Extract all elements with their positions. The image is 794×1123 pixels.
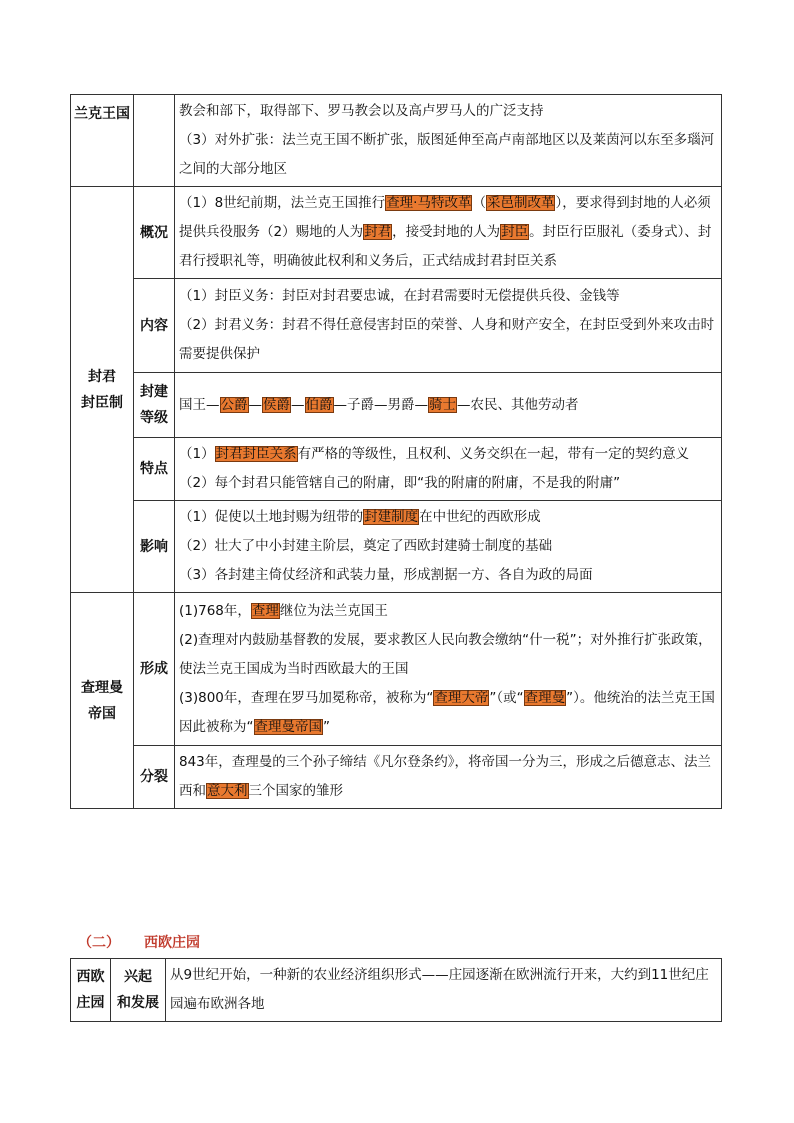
rank-line [179, 391, 717, 420]
text: （1） [179, 446, 215, 462]
sub-content: 内容 [134, 279, 175, 373]
sub-formation: 形成 [134, 593, 175, 746]
label-fengjun-b: 封臣制 [81, 394, 123, 411]
text: ），要求得到封地的人必须提供兵役服务（2）赐地的人为 [179, 195, 711, 240]
overview-content [175, 187, 722, 279]
highlight-term: 封建制度 [364, 509, 419, 525]
highlight-term: 查理曼 [524, 689, 566, 706]
label-fengjun [71, 187, 134, 593]
highlight-term: 查理 [251, 602, 279, 619]
feature-p1 [179, 440, 717, 469]
highlight-term: 查理·马特改革 [386, 195, 472, 211]
row-rank [71, 373, 722, 438]
impact-p1 [179, 503, 717, 532]
text: — [248, 396, 262, 413]
feature-content [175, 438, 722, 501]
rank-content [175, 373, 722, 438]
row-impact [71, 501, 722, 593]
label-charlemagne-b: 帝国 [88, 705, 116, 722]
sub-rank [134, 373, 175, 438]
sub-rank-a: 封建 [140, 384, 168, 400]
sub-overview: 概况 [134, 187, 175, 279]
sub-rise-b: 和发展 [117, 995, 159, 1011]
frank-content [175, 95, 722, 187]
text: （ [472, 195, 486, 211]
section-heading: 西欧庄园 [144, 935, 200, 951]
text: 843年，查理曼的三个孙子缔结《凡尔登条约》，将帝国一分为三，形成之后德意志、法兰西和 [179, 754, 712, 799]
split-p1 [179, 748, 717, 806]
highlight-term: 查理大帝 [434, 689, 489, 706]
manor-table [70, 958, 722, 1022]
highlight-term: 查理曼帝国 [254, 718, 322, 735]
frank-line1: 教会和部下，取得部下、罗马教会以及高卢罗马人的广泛支持 [179, 103, 544, 119]
label-manor-a: 西欧 [76, 969, 105, 985]
highlight-term: 公爵 [220, 396, 248, 413]
row-frank [71, 95, 722, 187]
formation-p1 [179, 597, 717, 626]
row-manor [71, 959, 722, 1022]
text: （1）8世纪前期，法兰克王国推行 [179, 195, 386, 211]
sub-impact: 影响 [134, 501, 175, 593]
text: 。封臣行臣服礼（委身式）、封君行授职礼等，明确彼此权利和义务后，正式结成封君封臣关系 [179, 224, 712, 269]
text: ”（或“ [489, 689, 524, 706]
text: —农民、其他劳动者 [457, 396, 579, 413]
text: — [291, 396, 305, 413]
row-overview [71, 187, 722, 279]
label-manor-b: 庄园 [76, 995, 105, 1011]
label-charlemagne [71, 593, 134, 809]
text: 国王— [179, 396, 220, 413]
main-table [70, 94, 722, 809]
text: 三个国家的雏形 [248, 783, 343, 799]
feature-p2: （2）每个封君只能管辖自己的附庸，即“我的附庸的附庸，不是我的附庸” [179, 475, 621, 491]
highlight-term: 封君 [364, 224, 392, 240]
formation-p2: (2)查理对内鼓励基督教的发展，要求教区人民向教会缴纳“什一税”；对外推行扩张政策，使法兰克王国成为当时西欧最大的王国 [179, 631, 712, 677]
text: ” [323, 718, 330, 735]
formation-content [175, 593, 722, 746]
text: (1)768年， [179, 602, 251, 619]
content-p2: （2）封君义务：封君不得任意侵害封臣的荣誉、人身和财产安全，在封臣受到外来攻击时需要提供保护 [179, 317, 715, 362]
formation-p3 [179, 684, 717, 742]
label-frank: 兰克王国 [71, 95, 134, 187]
split-content [175, 746, 722, 809]
section-title [78, 932, 200, 952]
text: —子爵—男爵— [333, 396, 428, 413]
content-p1: （1）封臣义务：封臣对封君要忠诚，在封君需要时无偿提供兵役、金钱等 [179, 288, 620, 304]
label-fengjun-a: 封君 [88, 368, 116, 385]
label-charlemagne-a: 查理曼 [81, 679, 123, 696]
sub-rank-b: 等级 [140, 410, 168, 426]
label-manor [71, 959, 111, 1022]
text: 有严格的等级性，且权利、义务交织在一起，带有一定的契约意义 [297, 446, 690, 462]
highlight-term: 骑士 [429, 396, 456, 413]
sub-rise [111, 959, 166, 1022]
row-feature [71, 438, 722, 501]
row-split [71, 746, 722, 809]
sub-feature: 特点 [134, 438, 175, 501]
overview-p1 [179, 189, 717, 276]
text: 在中世纪的西欧形成 [419, 509, 541, 525]
text: (3)800年，查理在罗马加冕称帝，被称为“ [179, 689, 434, 706]
highlight-term: 侯爵 [263, 396, 290, 413]
highlight-term: 采邑制改革 [486, 195, 555, 211]
content-content [175, 279, 722, 373]
row-content [71, 279, 722, 373]
sub-rise-a: 兴起 [124, 969, 152, 985]
section-number: （二） [78, 935, 120, 951]
impact-content [175, 501, 722, 593]
row-formation [71, 593, 722, 746]
empty-cell [134, 95, 175, 187]
impact-p2: （2）壮大了中小封建主阶层，奠定了西欧封建骑士制度的基础 [179, 538, 553, 554]
highlight-term: 封君封臣关系 [215, 446, 297, 462]
impact-p3: （3）各封建主倚仗经济和武装力量，形成割据一方、各自为政的局面 [179, 567, 593, 583]
text: ，接受封地的人为 [392, 224, 501, 240]
text: ”）。他统治的法兰克王国因此被称为“ [179, 689, 715, 735]
manor-content: 从9世纪开始，一种新的农业经济组织形式——庄园逐渐在欧洲流行开来，大约到11世纪庄园遍布欧洲各地 [166, 959, 722, 1022]
highlight-term: 封臣 [501, 224, 529, 240]
highlight-term: 伯爵 [305, 396, 333, 413]
sub-split: 分裂 [134, 746, 175, 809]
text: （1）促使以土地封赐为纽带的 [179, 509, 364, 525]
frank-line2: （3）对外扩张：法兰克王国不断扩张，版图延伸至高卢南部地区以及莱茵河以东至多瑙河之间的大部分地区 [179, 132, 715, 177]
text: 继位为法兰克国王 [279, 602, 388, 619]
highlight-term: 意大利 [207, 783, 248, 799]
